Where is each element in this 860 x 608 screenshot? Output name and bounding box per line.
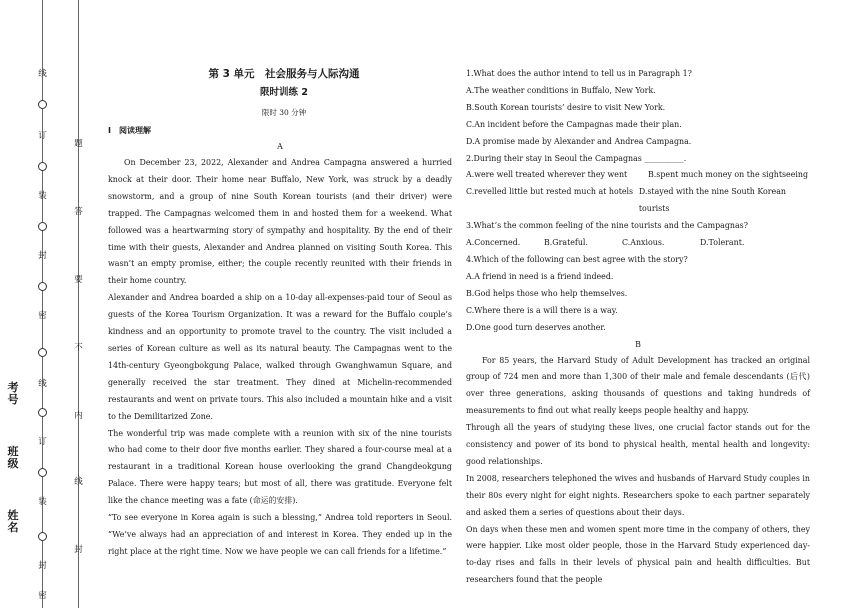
inner-cut-line bbox=[78, 0, 79, 608]
hole-circle bbox=[38, 348, 47, 357]
question-stem: 1.What does the author intend to tell us in Paragraph 1? bbox=[466, 69, 692, 78]
passage-a-paragraph: The wonderful trip was made complete with a reunion with six of the nine tourists who had come to their door five months earlier. They shared a four-course meal at a restaurant in a traditional Korean house overlooking the grand Changdeokgung Palace. There were happy tears; but most of all, there was gratitude. Everyone felt like the chance meeting was a fate (命运的安排). bbox=[108, 428, 452, 506]
hole-circle bbox=[38, 468, 47, 477]
option: C.Where there is a will there is a way. bbox=[466, 305, 618, 315]
margin-mark: 答 bbox=[74, 207, 83, 217]
left-column bbox=[108, 66, 452, 561]
question-3 bbox=[466, 218, 810, 252]
hole-circle bbox=[38, 222, 47, 231]
option: A.A friend in need is a friend indeed. bbox=[466, 271, 614, 281]
passage-a-paragraph: Alexander and Andrea boarded a ship on a 10-day all-expenses-paid tour of Seoul as guests of the Korea Tourism Organization. It was a reward for the Buffalo couple’s kindness and an opportunity to promote travel to the country. The visit included a series of Korean culture as well as its natural beauty. The Campagnas went to the 14th-century Gyeongbokgung Palace, walked through Gwanghwamun Square, and generally received the star treatment. They dined at Michelin-recommended restaurants and went on private tours. This also included a mountain hike and a visit to the Demilitarized Zone. bbox=[108, 293, 452, 421]
margin-mark: 要 bbox=[74, 275, 83, 285]
passage-b-paragraph: In 2008, researchers telephoned the wives and husbands of Harvard Study couples in their 80s every night for eight nights. Researchers spoke to each partner separately and asked them a series of questions about their days. bbox=[466, 473, 810, 517]
margin-mark: 线 bbox=[74, 477, 83, 487]
margin-mark: 题 bbox=[74, 139, 83, 149]
margin-mark: 装 bbox=[38, 191, 47, 201]
passage-b-paragraph: Through all the years of studying these lives, one crucial factor stands out for the consistency and power of its bond to physical health, mental health and longevity: good relationships. bbox=[466, 423, 810, 466]
option: B.South Korean tourists’ desire to visit New York. bbox=[466, 102, 666, 112]
passage-b-label: B bbox=[635, 339, 641, 349]
passage-a-paragraph: “To see everyone in Korea again is such a blessing,” Andrea told reporters in Seoul. “We’ve always had an appreciation of and interest in Korea. They ended up in the right place at the right time. Now we have people we can call friends for a lifetime.” bbox=[108, 513, 452, 556]
passage-a-label: A bbox=[277, 142, 283, 151]
hole-circle bbox=[38, 100, 47, 109]
option: C.An incident before the Campagnas made their plan. bbox=[466, 119, 682, 129]
option: B.Grateful. bbox=[544, 238, 588, 248]
option: B.spent much money on the sightseeing bbox=[648, 170, 809, 180]
section-heading: Ⅰ 阅读理解 bbox=[108, 126, 151, 135]
option: C.Anxious. bbox=[622, 238, 665, 248]
right-column bbox=[466, 66, 810, 589]
hole-circle bbox=[38, 162, 47, 171]
time-limit: 限时 30 分钟 bbox=[261, 108, 307, 117]
unit-title: 第 3 单元 社会服务与人际沟通 bbox=[208, 68, 360, 80]
passage-b-paragraph: On days when these men and women spent more time in the company of others, they were happier. Like most older people, those in the Harvard Study experienced day-to-day rises and falls in their levels of physical pain and health difficulties. But researchers found that the people bbox=[466, 524, 810, 585]
hole-circle bbox=[38, 408, 47, 417]
margin-mark: 不 bbox=[74, 343, 83, 353]
margin-mark: 封 bbox=[38, 251, 47, 261]
option: A.were well treated wherever they went bbox=[466, 170, 628, 180]
question-stem: 3.What’s the common feeling of the nine tourists and the Campagnas? bbox=[466, 221, 748, 231]
margin-mark: 封 bbox=[38, 561, 47, 571]
hole-circle bbox=[38, 282, 47, 291]
option: D.Tolerant. bbox=[700, 238, 745, 248]
option: D.One good turn deserves another. bbox=[466, 322, 606, 332]
margin-mark: 线 bbox=[38, 379, 47, 389]
field-class: 班级 bbox=[7, 445, 19, 470]
margin-mark: 订 bbox=[38, 131, 47, 141]
margin-mark: 密 bbox=[38, 591, 47, 601]
outer-cut-line bbox=[42, 0, 43, 608]
drill-title: 限时训练 2 bbox=[260, 87, 308, 98]
binding-margin bbox=[0, 0, 100, 608]
margin-mark: 密 bbox=[38, 311, 47, 321]
passage-b-paragraph: For 85 years, the Harvard Study of Adult Development has tracked an original group of 724 men and more than 1,300 of their male and female descendants (后代) over three generations, asking thousands of questions and taking hundreds of measurements to find out what really keeps people healthy and happy. bbox=[466, 355, 810, 416]
margin-mark: 订 bbox=[38, 437, 47, 447]
margin-mark: 装 bbox=[38, 497, 47, 507]
question-2 bbox=[466, 151, 810, 219]
question-1 bbox=[466, 66, 810, 151]
question-4 bbox=[466, 252, 810, 337]
margin-mark: 封 bbox=[74, 545, 83, 555]
option: D.A promise made by Alexander and Andrea Campagna. bbox=[466, 136, 692, 146]
passage-a-paragraph: On December 23, 2022, Alexander and Andrea Campagna answered a hurried knock at their door. Their home near Buffalo, New York, was struck by a deadly snowstorm, and a group of nine South Korean tourists (and their driver) were trapped. The Campagnas welcomed them in and hosted them for a weekend. What followed was a heartwarming story of sympathy and hospitality. By the end of their time with their guests, Alexander and Andrea planned on visiting South Korea. This wasn’t an empty promise, either; the couple recently reunited with their friends in their home country. bbox=[108, 158, 452, 286]
option: A.The weather conditions in Buffalo, New York. bbox=[466, 85, 656, 95]
field-name: 姓名 bbox=[7, 509, 19, 534]
option: A.Concerned. bbox=[466, 238, 521, 248]
margin-mark: 线 bbox=[38, 69, 47, 79]
option: C.revelled little but rested much at hotels bbox=[466, 187, 634, 197]
margin-mark: 内 bbox=[74, 411, 83, 421]
question-stem: 4.Which of the following can best agree with the story? bbox=[466, 254, 688, 264]
question-stem: 2.During their stay in Seoul the Campagnas __________. bbox=[466, 153, 687, 163]
hole-circle bbox=[38, 532, 47, 541]
option: D.stayed with the nine South Korean tourists bbox=[638, 187, 786, 214]
field-id: 考号 bbox=[7, 381, 19, 406]
option: B.God helps those who help themselves. bbox=[466, 288, 628, 298]
